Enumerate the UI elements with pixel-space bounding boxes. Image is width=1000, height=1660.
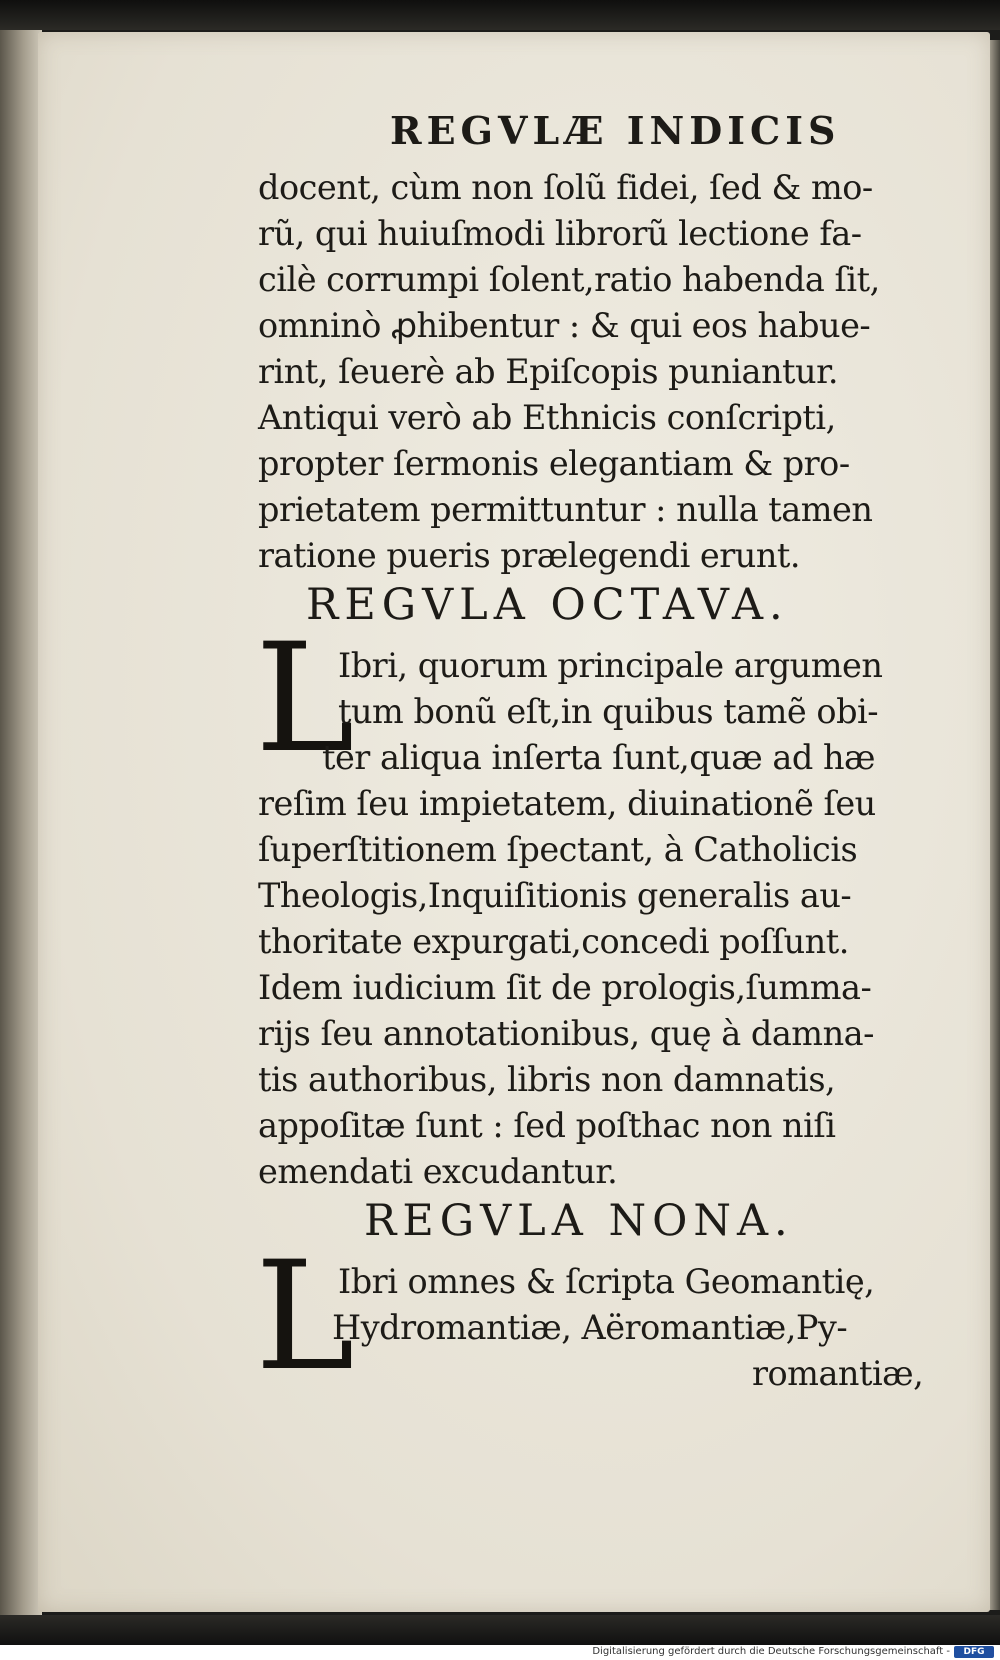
text-line: Theologis,Inquiſitionis generalis au- [258,876,852,915]
funding-notice: Digitalisierung gefördert durch die Deutsche Forschungsgemeinschaft - [592,1646,950,1657]
drop-cap-initial: L [255,612,355,786]
text-line: thoritate expurgati,concedi poſſunt. [258,922,849,961]
book-spine-edge [0,30,42,1615]
text-line: Idem iudicium ſit de prologis,ſumma- [258,968,872,1007]
text-line: tum bonũ eſt,in quibus tamẽ obi- [338,692,879,731]
text-line: omninò ꝓhibentur : & qui eos habue- [258,306,871,345]
text-line: propter ſermonis elegantiam & pro- [258,444,850,483]
text-line: cilè corrumpi ſolent,ratio habenda ſit, [258,260,880,299]
text-line: rijs ſeu annotationibus, quę à damna- [258,1014,874,1053]
text-line: ratione pueris prælegendi erunt. [258,536,801,575]
section-heading-nona: REGVLA NONA. [364,1196,794,1246]
text-line: Antiqui verò ab Ethnicis conſcripti, [258,398,836,437]
text-line: docent, cùm non ſolũ fidei, ſed & mo- [258,168,873,207]
dfg-logo[interactable]: DFG [954,1646,994,1658]
text-line: prietatem permittuntur : nulla tamen [258,490,873,529]
text-line: ſuperſtitionem ſpectant, à Catholicis [258,830,858,869]
text-line: Ibri, quorum principale argumen [338,646,883,685]
text-line: ter aliqua inſerta ſunt,quæ ad hæ [322,738,876,777]
drop-cap-initial: L [255,1230,355,1404]
running-header: REGVLÆ INDICIS [390,108,841,153]
digitization-footer [0,1645,1000,1660]
catchword: romantiæ, [752,1354,924,1393]
text-line: Ibri omnes & ſcripta Geomantię, [338,1262,875,1301]
text-line: tis authoribus, libris non damnatis, [258,1060,836,1099]
scan-bottom-border [0,1615,1000,1645]
text-line: rũ, qui huiuſmodi librorũ lectione fa- [258,214,862,253]
text-line: Hydromantiæ, Aëromantiæ,Py- [332,1308,848,1347]
text-line: reſim ſeu impietatem, diuinationẽ ſeu [258,784,876,823]
text-line: emendati excudantur. [258,1152,618,1191]
scan-top-border [0,0,1000,30]
section-heading-octava: REGVLA OCTAVA. [306,580,789,630]
text-line: appoſitæ ſunt : ſed poſthac non niſi [258,1106,836,1145]
text-line: rint, ſeuerè ab Epiſcopis puniantur. [258,352,839,391]
